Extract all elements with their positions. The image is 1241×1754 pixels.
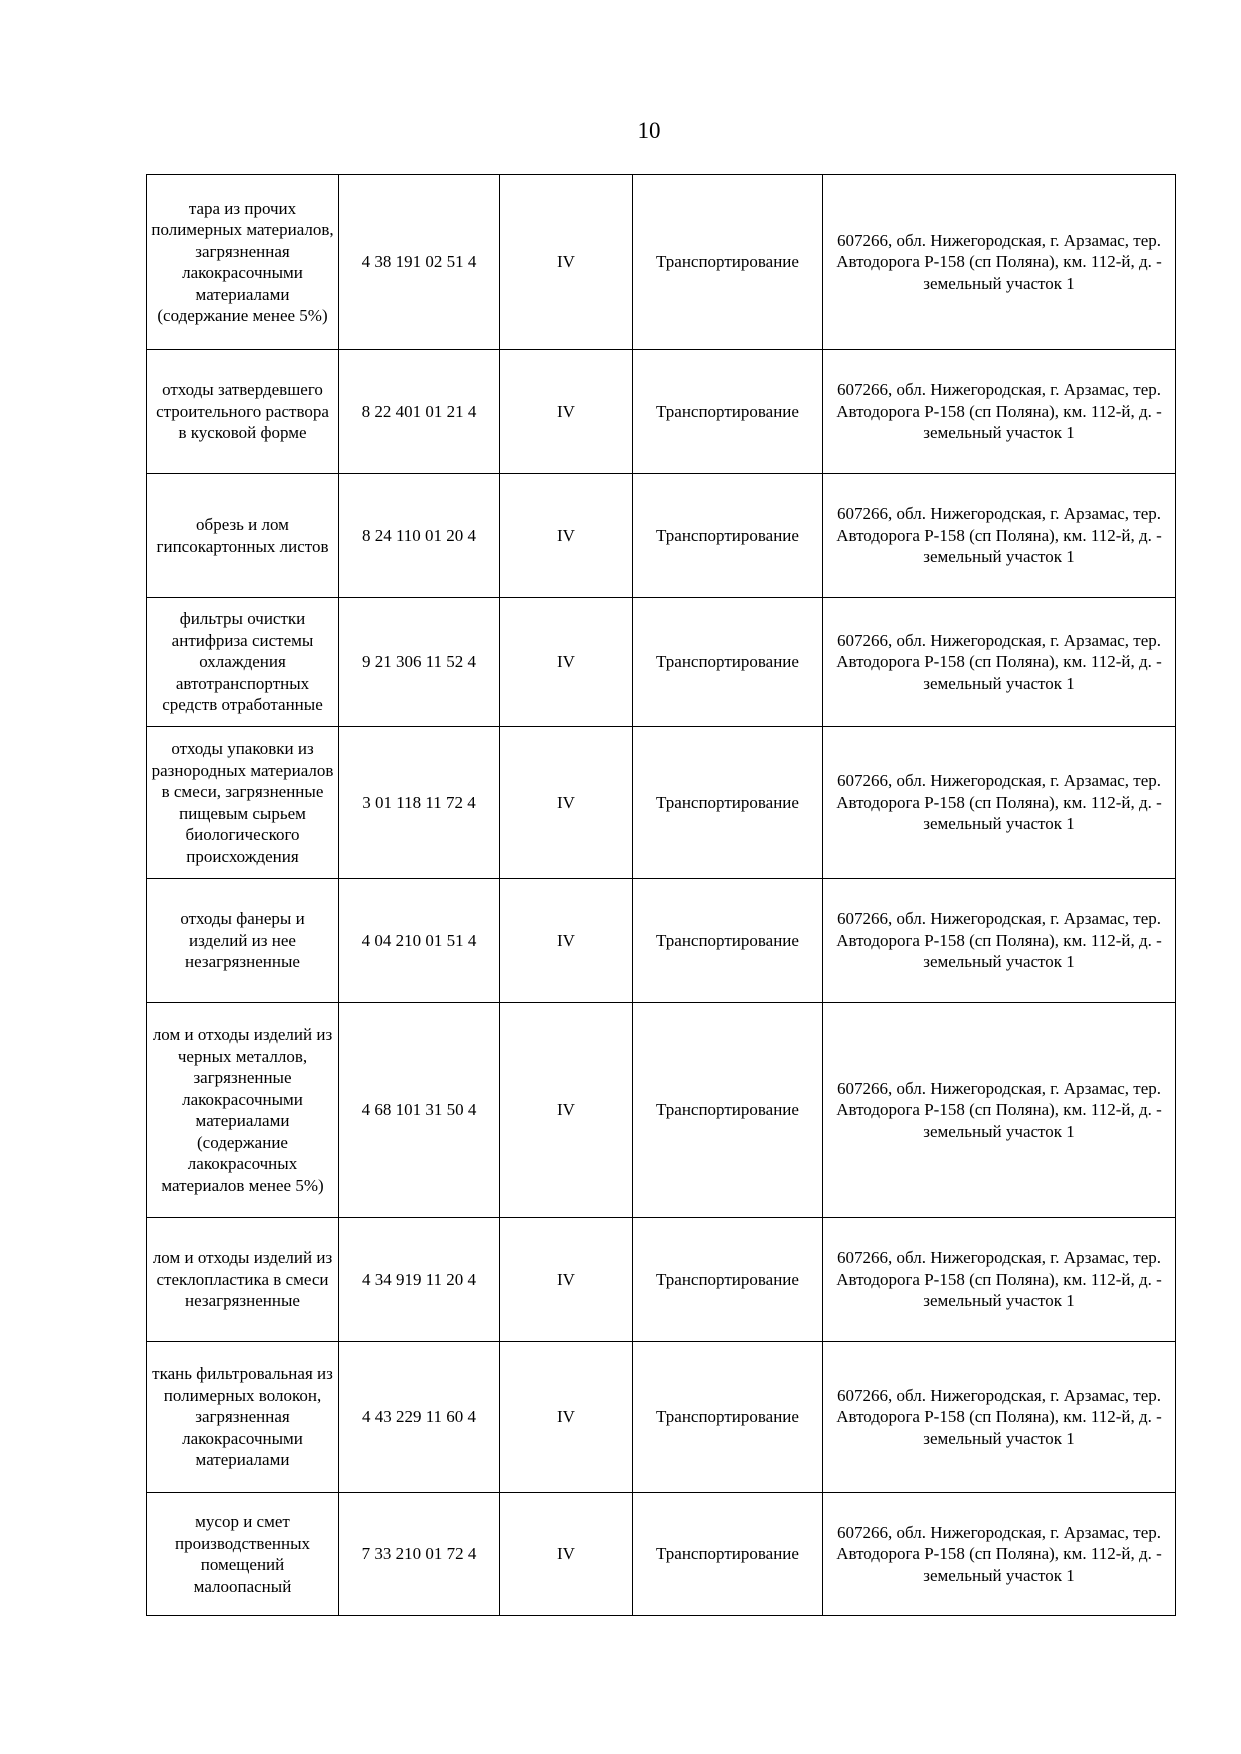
table-row xyxy=(147,1493,1176,1616)
hazard-class: IV xyxy=(500,350,633,474)
table-row xyxy=(147,598,1176,727)
site-address: 607266, обл. Нижегородская, г. Арзамас, тер. Автодорога Р-158 (сп Поляна), км. 112-й, д. - земельный участок 1 xyxy=(823,1493,1176,1616)
operation-type: Транспортирование xyxy=(633,1003,823,1218)
operation-type: Транспортирование xyxy=(633,175,823,350)
waste-table xyxy=(146,174,1176,1616)
site-address: 607266, обл. Нижегородская, г. Арзамас, тер. Автодорога Р-158 (сп Поляна), км. 112-й, д. - земельный участок 1 xyxy=(823,350,1176,474)
waste-code: 8 24 110 01 20 4 xyxy=(339,474,500,598)
hazard-class: IV xyxy=(500,1342,633,1493)
waste-code: 4 38 191 02 51 4 xyxy=(339,175,500,350)
waste-name: мусор и смет производственных помещений малоопасный xyxy=(147,1493,339,1616)
waste-name: обрезь и лом гипсокартонных листов xyxy=(147,474,339,598)
site-address: 607266, обл. Нижегородская, г. Арзамас, тер. Автодорога Р-158 (сп Поляна), км. 112-й, д. - земельный участок 1 xyxy=(823,1218,1176,1342)
waste-name: отходы фанеры и изделий из нее незагрязненные xyxy=(147,879,339,1003)
site-address: 607266, обл. Нижегородская, г. Арзамас, тер. Автодорога Р-158 (сп Поляна), км. 112-й, д. - земельный участок 1 xyxy=(823,727,1176,879)
site-address: 607266, обл. Нижегородская, г. Арзамас, тер. Автодорога Р-158 (сп Поляна), км. 112-й, д. - земельный участок 1 xyxy=(823,879,1176,1003)
operation-type: Транспортирование xyxy=(633,1493,823,1616)
site-address: 607266, обл. Нижегородская, г. Арзамас, тер. Автодорога Р-158 (сп Поляна), км. 112-й, д. - земельный участок 1 xyxy=(823,175,1176,350)
operation-type: Транспортирование xyxy=(633,1342,823,1493)
site-address: 607266, обл. Нижегородская, г. Арзамас, тер. Автодорога Р-158 (сп Поляна), км. 112-й, д. - земельный участок 1 xyxy=(823,474,1176,598)
waste-code: 4 68 101 31 50 4 xyxy=(339,1003,500,1218)
operation-type: Транспортирование xyxy=(633,598,823,727)
waste-code: 7 33 210 01 72 4 xyxy=(339,1493,500,1616)
operation-type: Транспортирование xyxy=(633,727,823,879)
operation-type: Транспортирование xyxy=(633,1218,823,1342)
waste-code: 4 43 229 11 60 4 xyxy=(339,1342,500,1493)
waste-name: лом и отходы изделий из стеклопластика в смеси незагрязненные xyxy=(147,1218,339,1342)
waste-code: 4 34 919 11 20 4 xyxy=(339,1218,500,1342)
hazard-class: IV xyxy=(500,474,633,598)
waste-code: 9 21 306 11 52 4 xyxy=(339,598,500,727)
site-address: 607266, обл. Нижегородская, г. Арзамас, тер. Автодорога Р-158 (сп Поляна), км. 112-й, д. - земельный участок 1 xyxy=(823,598,1176,727)
hazard-class: IV xyxy=(500,727,633,879)
table-row xyxy=(147,350,1176,474)
operation-type: Транспортирование xyxy=(633,879,823,1003)
operation-type: Транспортирование xyxy=(633,474,823,598)
waste-name: отходы упаковки из разнородных материалов в смеси, загрязненные пищевым сырьем биологического происхождения xyxy=(147,727,339,879)
hazard-class: IV xyxy=(500,175,633,350)
waste-name: отходы затвердевшего строительного раствора в кусковой форме xyxy=(147,350,339,474)
waste-code: 8 22 401 01 21 4 xyxy=(339,350,500,474)
page-number: 10 xyxy=(637,118,661,143)
table-row xyxy=(147,175,1176,350)
site-address: 607266, обл. Нижегородская, г. Арзамас, тер. Автодорога Р-158 (сп Поляна), км. 112-й, д. - земельный участок 1 xyxy=(823,1003,1176,1218)
hazard-class: IV xyxy=(500,1493,633,1616)
hazard-class: IV xyxy=(500,1218,633,1342)
operation-type: Транспортирование xyxy=(633,350,823,474)
waste-code: 4 04 210 01 51 4 xyxy=(339,879,500,1003)
waste-name: фильтры очистки антифриза системы охлаждения автотранспортных средств отработанные xyxy=(147,598,339,727)
hazard-class: IV xyxy=(500,598,633,727)
site-address: 607266, обл. Нижегородская, г. Арзамас, тер. Автодорога Р-158 (сп Поляна), км. 112-й, д. - земельный участок 1 xyxy=(823,1342,1176,1493)
waste-name: лом и отходы изделий из черных металлов, загрязненные лакокрасочными материалами (содержание лакокрасочных материалов менее 5%) xyxy=(147,1003,339,1218)
waste-code: 3 01 118 11 72 4 xyxy=(339,727,500,879)
hazard-class: IV xyxy=(500,879,633,1003)
table-row xyxy=(147,1342,1176,1493)
waste-name: ткань фильтровальная из полимерных волокон, загрязненная лакокрасочными материалами xyxy=(147,1342,339,1493)
table-row xyxy=(147,879,1176,1003)
waste-name: тара из прочих полимерных материалов, загрязненная лакокрасочными материалами (содержание менее 5%) xyxy=(147,175,339,350)
table-row xyxy=(147,474,1176,598)
table-row xyxy=(147,1218,1176,1342)
table-row xyxy=(147,727,1176,879)
table-row xyxy=(147,1003,1176,1218)
hazard-class: IV xyxy=(500,1003,633,1218)
